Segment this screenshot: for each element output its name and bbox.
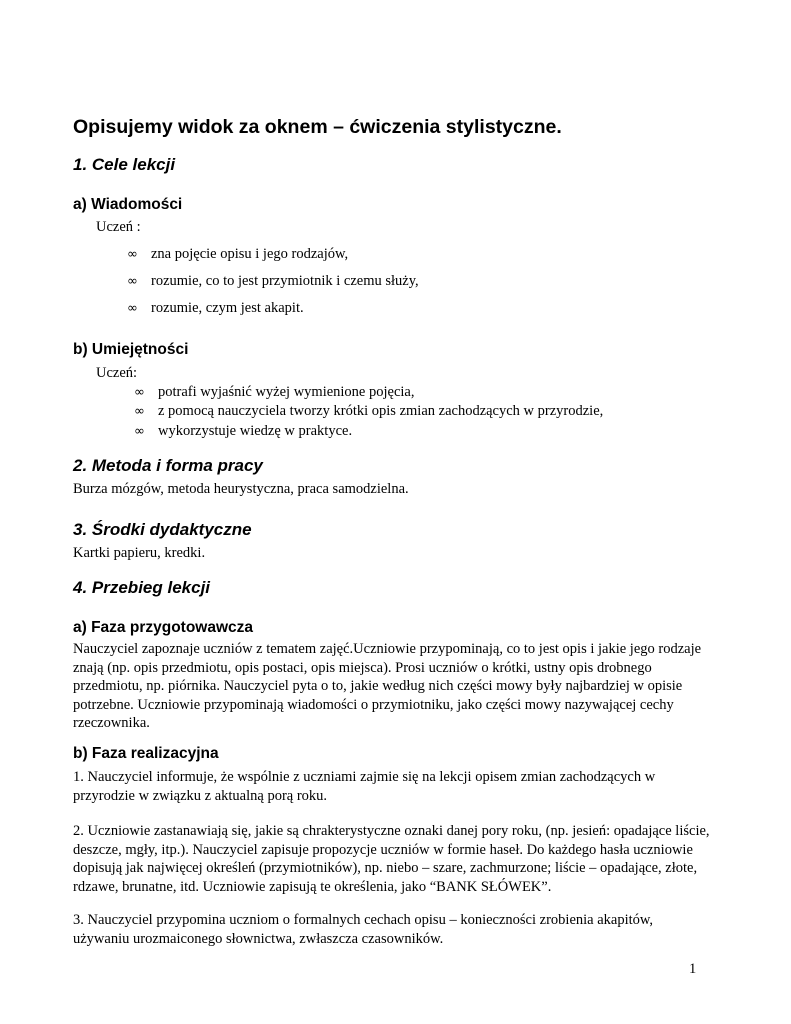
page-number: 1: [689, 961, 697, 977]
infinity-bullet-icon: ∞: [134, 404, 145, 419]
section-heading-teaching-aids: 3. Środki dydaktyczne: [73, 520, 252, 539]
section-heading-goals: 1. Cele lekcji: [73, 155, 176, 174]
skills-item: wykorzystuje wiedzę w praktyce.: [158, 423, 353, 439]
document-title: Opisujemy widok za oknem – ćwiczenia stylistyczne.: [73, 116, 562, 138]
realization-paragraph-3: 3. Nauczyciel przypomina uczniom o formalnych cechach opisu – konieczności zrobienia akapitów, używaniu urozmaiconego słownictwa, zwłaszcza czasowników.: [73, 912, 654, 947]
knowledge-intro: Uczeń :: [96, 219, 141, 235]
teaching-aids-text: Kartki papieru, kredki.: [73, 545, 206, 561]
method-text: Burza mózgów, metoda heurystyczna, praca samodzielna.: [73, 481, 409, 497]
skills-intro: Uczeń:: [96, 365, 138, 381]
realization-paragraph-2: 2. Uczniowie zastanawiają się, jakie są chrakterystyczne oznaki danej pory roku, (np. jesień: opadające liście, deszcze, mgły, itp.). Nauczyciel zapisuje propozycje uczniów w formie haseł. Do każdego hasła uczniowie dopisują jak najwięcej określeń (przymiotników), np. niebo – szare, zachmurzone; liście – opadające, złote, rdzawe, brunatne, itd. Uczniowie zapisują te określenia, jako “BANK SŁÓWEK”.: [73, 823, 710, 895]
skills-item: potrafi wyjaśnić wyżej wymienione pojęcia,: [158, 384, 415, 400]
infinity-bullet-icon: ∞: [127, 247, 138, 262]
section-heading-lesson-course: 4. Przebieg lekcji: [73, 578, 211, 597]
subheading-skills: b) Umiejętności: [73, 341, 189, 358]
preparatory-phase-text: Nauczyciel zapoznaje uczniów z tematem zajęć.Uczniowie przypominają, co to jest opis i jakie jego rodzaje znają (np. opis przedmiotu, opis postaci, opis miejsca). Prosi uczniów o krótki, ustny opis drobnego przedmiotu, np. piórnika. Nauczyciel pyta o to, jakie według nich części mowy były najbardziej w opisie potrzebne. Uczniowie przypominają wiadomości o przymiotniku, jako części mowy nazywającej cechy rzeczownika.: [73, 641, 702, 731]
knowledge-item: rozumie, co to jest przymiotnik i czemu służy,: [151, 273, 419, 289]
subheading-knowledge: a) Wiadomości: [73, 196, 183, 213]
subheading-preparatory-phase: a) Faza przygotowawcza: [73, 619, 254, 636]
infinity-bullet-icon: ∞: [127, 301, 138, 316]
skills-item: z pomocą nauczyciela tworzy krótki opis zmian zachodzących w przyrodzie,: [158, 403, 604, 419]
knowledge-item: rozumie, czym jest akapit.: [151, 300, 304, 316]
knowledge-item: zna pojęcie opisu i jego rodzajów,: [151, 246, 349, 262]
section-heading-method: 2. Metoda i forma pracy: [73, 456, 263, 475]
realization-paragraph-1: 1. Nauczyciel informuje, że wspólnie z uczniami zajmie się na lekcji opisem zmian zachodzących w przyrodzie w związku z aktualną porą roku.: [73, 769, 656, 804]
infinity-bullet-icon: ∞: [134, 385, 145, 400]
subheading-realization-phase: b) Faza realizacyjna: [73, 745, 219, 762]
infinity-bullet-icon: ∞: [134, 424, 145, 439]
infinity-bullet-icon: ∞: [127, 274, 138, 289]
